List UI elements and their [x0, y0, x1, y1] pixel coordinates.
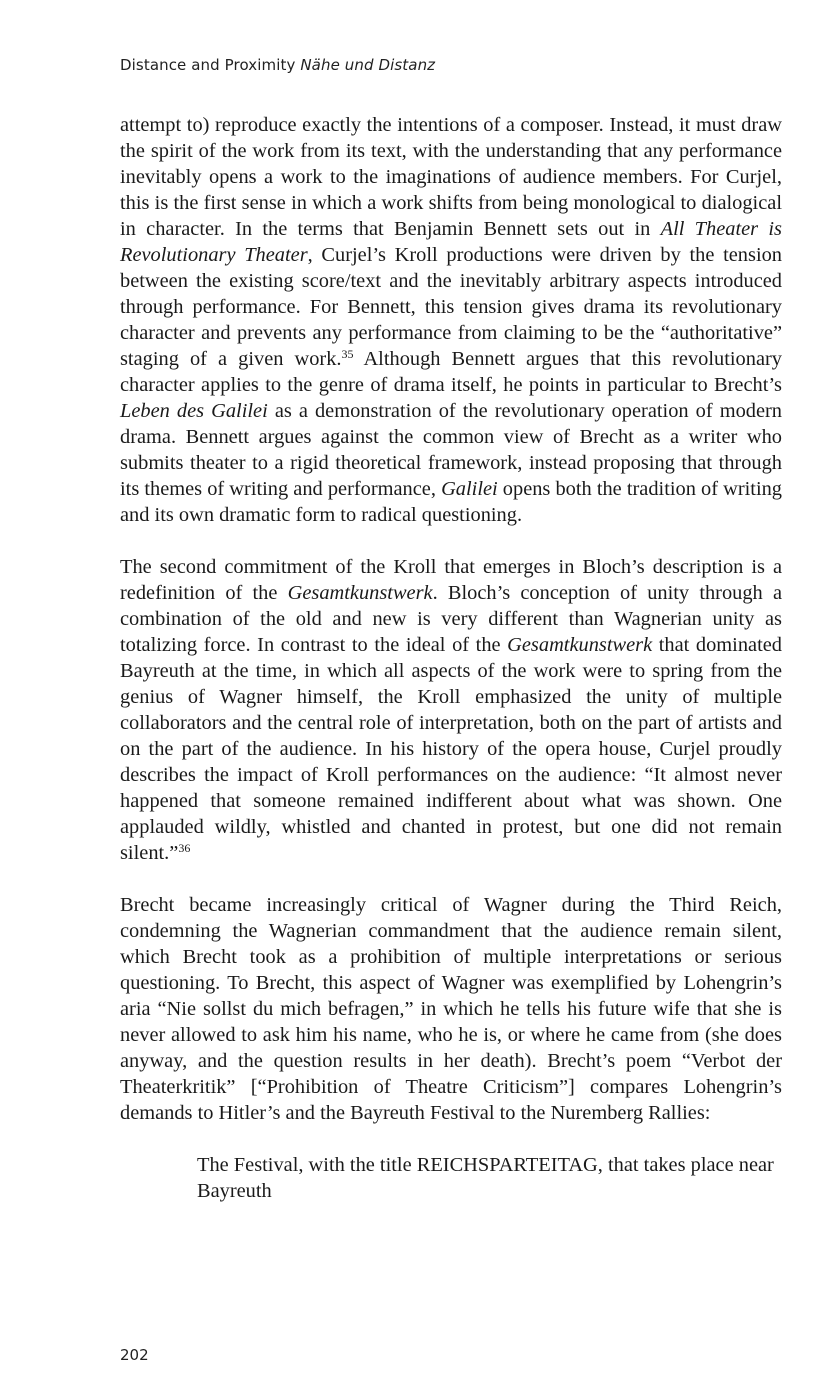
paragraph-3: Brecht became increasingly critical of Wagner during the Third Reich, condemning the Wagnerian commandment that the audience remain silent, which Brecht took as a prohibition of multiple interpretations or serious questioning. To Brecht, this aspect of Wagner was exemplified by Lohengrin’s aria “Nie sollst du mich befragen,” in which he tells his future wife that she is never allowed to ask him his name, who he is, or where he came from (she does anyway, and the question results in her death). Brecht’s poem “Verbot der Theaterkritik” [“Prohibition of Theatre Criticism”] compares Lohengrin’s demands to Hitler’s and the Bayreuth Festival to the Nuremberg Rallies: [120, 894, 782, 1124]
header-title: Distance and Proximity [120, 56, 296, 74]
footnote-ref-35: 35 [341, 347, 354, 361]
body-text [120, 112, 782, 1204]
running-header [120, 56, 435, 74]
play-title-short: Galilei [441, 478, 498, 500]
play-title: Leben des Galilei [120, 400, 268, 422]
block-quote: The Festival, with the title REICHSPARTEITAG, that takes place near Bayreuth [197, 1154, 774, 1202]
paragraph-1: attempt to) reproduce exactly the intentions of a composer. Instead, it must draw the spirit of the work from its text, with the understanding that any performance inevitably opens a work to the imaginations of audience members. For Curjel, this is the first sense in which a work shifts from being monological to dialogical in character. In the terms that Benjamin Bennett sets out in All Theater is Revolutionary Theater, Curjel’s Kroll productions were driven by the tension between the existing score/text and the inevitably arbitrary aspects introduced through performance. For Bennett, this tension gives drama its revolutionary character and prevents any performance from claiming to be the “authoritative” staging of a given work.$^{35}$ Although Bennett argues that this revolutionary character applies to the genre of drama itself, he points in particular to Brecht’s Leben des Galilei as a demonstration of the revolutionary operation of modern drama. Bennett argues against the common view of Brecht as a writer who submits theater to a rigid theoretical framework, instead proposing that through its themes of writing and performance, Galilei opens both the tradition of writing and its own dramatic form to radical questioning. [120, 114, 783, 526]
term-gesamtkunstwerk: Gesamtkunstwerk [287, 582, 433, 604]
footnote-ref-36: 36 [178, 841, 191, 855]
book-title: All Theater is Revolutionary Theater [120, 218, 782, 266]
paragraph-2: The second commitment of the Kroll that emerges in Bloch’s description is a redefinition of the Gesamtkunstwerk. Bloch’s conception of unity through a combination of the old and new is very different than Wagnerian unity as totalizing force. In contrast to the ideal of the Gesamtkunstwerk that dominated Bayreuth at the time, in which all aspects of the work were to spring from the genius of Wagner himself, the Kroll emphasized the unity of multiple collaborators and the central role of interpretation, both on the part of artists and on the part of the audience. In his history of the opera house, Curjel proudly describes the impact of Kroll performances on the audience: “It almost never happened that someone remained indifferent about what was shown. One applauded wildly, whistled and chanted in protest, but one did not remain silent.”$^{36}$ [120, 556, 782, 864]
term-gesamtkunstwerk: Gesamtkunstwerk [507, 634, 653, 656]
page-number: 202 [120, 1346, 149, 1364]
header-title-german: Nähe und Distanz [300, 56, 436, 74]
